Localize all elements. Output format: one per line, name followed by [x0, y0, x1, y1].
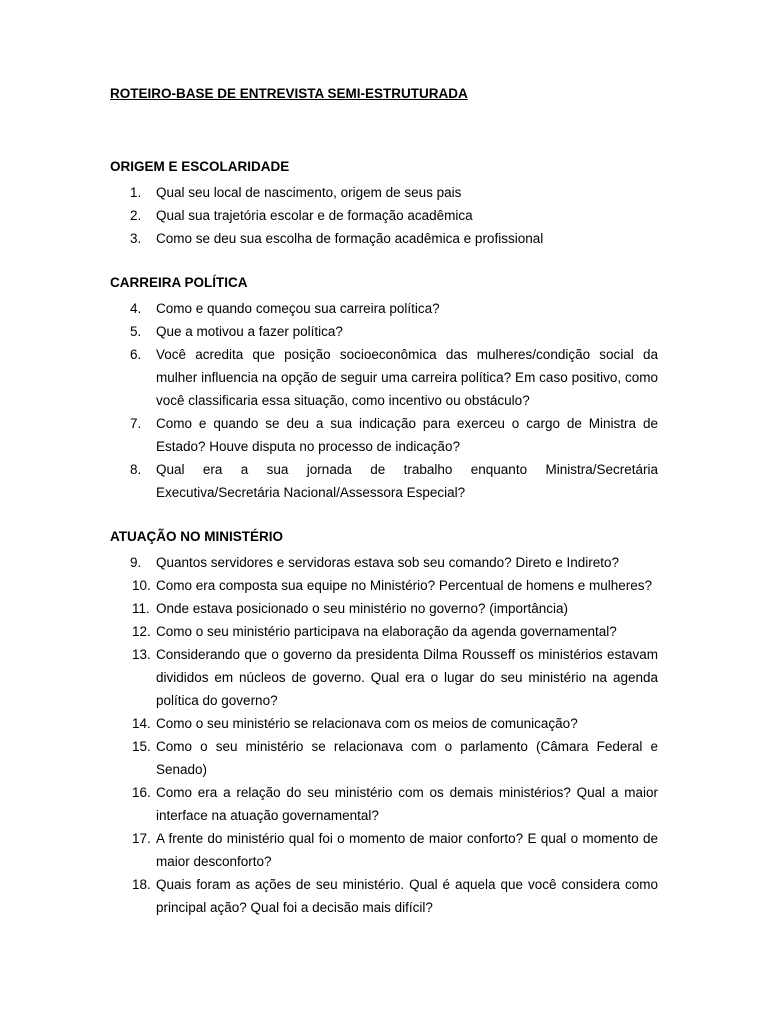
question-item — [110, 781, 658, 827]
question-number: 16. — [132, 785, 151, 800]
question-number: 17. — [132, 831, 151, 846]
section-heading: ORIGEM E ESCOLARIDADE — [110, 159, 290, 174]
question-item — [110, 297, 658, 320]
question-text: Como e quando começou sua carreira política? — [156, 301, 440, 316]
question-item — [110, 343, 658, 412]
question-number: 7. — [130, 416, 142, 431]
question-item — [110, 204, 658, 227]
question-number: 9. — [130, 555, 142, 570]
question-text: Como o seu ministério se relacionava com os meios de comunicação? — [156, 716, 578, 731]
question-list — [110, 551, 658, 919]
question-number: 3. — [130, 231, 142, 246]
question-number: 14. — [132, 716, 151, 731]
question-number: 13. — [132, 647, 151, 662]
question-text: Onde estava posicionado o seu ministério no governo? (importância) — [156, 601, 568, 616]
question-number: 4. — [130, 301, 142, 316]
question-item — [110, 574, 658, 597]
question-item — [110, 643, 658, 712]
question-item — [110, 873, 658, 919]
section-carreira-politica — [110, 273, 658, 504]
question-text: Como era composta sua equipe no Ministério? Percentual de homens e mulheres? — [156, 578, 653, 593]
question-number: 8. — [130, 462, 142, 477]
question-number: 5. — [130, 324, 142, 339]
question-list — [110, 297, 658, 504]
question-item — [110, 227, 658, 250]
question-text: Qual era a sua jornada de trabalho enquanto Ministra/Secretária Executiva/Secretária Nacional/Assessora Especial? — [156, 462, 658, 500]
question-text: Você acredita que posição socioeconômica das mulheres/condição social da mulher influencia na opção de seguir uma carreira política? Em caso positivo, como você classificaria essa situação, como incentivo ou obstáculo? — [156, 347, 658, 408]
question-text: A frente do ministério qual foi o momento de maior conforto? E qual o momento de maior desconforto? — [156, 831, 658, 869]
question-item — [110, 551, 658, 574]
question-text: Quais foram as ações de seu ministério. Qual é aquela que você considera como principal ação? Qual foi a decisão mais difícil? — [156, 877, 658, 915]
question-text: Como era a relação do seu ministério com os demais ministérios? Qual a maior interface na atuação governamental? — [156, 785, 658, 823]
section-atuacao-ministerio — [110, 527, 658, 919]
document-page — [110, 84, 658, 919]
question-number: 10. — [132, 578, 151, 593]
question-item — [110, 620, 658, 643]
question-item — [110, 597, 658, 620]
question-text: Como se deu sua escolha de formação acadêmica e profissional — [156, 231, 544, 246]
question-text: Como o seu ministério participava na elaboração da agenda governamental? — [156, 624, 617, 639]
question-number: 18. — [132, 877, 151, 892]
document-title: ROTEIRO-BASE DE ENTREVISTA SEMI-ESTRUTURADA — [110, 86, 468, 101]
question-number: 15. — [132, 739, 151, 754]
question-item — [110, 412, 658, 458]
question-text: Como o seu ministério se relacionava com o parlamento (Câmara Federal e Senado) — [156, 739, 658, 777]
question-list — [110, 181, 658, 250]
question-item — [110, 181, 658, 204]
question-text: Qual sua trajetória escolar e de formação acadêmica — [156, 208, 473, 223]
question-number: 11. — [132, 601, 150, 616]
question-number: 6. — [130, 347, 142, 362]
question-number: 1. — [130, 185, 142, 200]
question-text: Quantos servidores e servidoras estava sob seu comando? Direto e Indireto? — [156, 555, 620, 570]
question-text: Qual seu local de nascimento, origem de seus pais — [156, 185, 462, 200]
question-item — [110, 735, 658, 781]
section-origem-escolaridade — [110, 157, 658, 250]
question-item — [110, 827, 658, 873]
section-heading: CARREIRA POLÍTICA — [110, 275, 248, 290]
question-item — [110, 458, 658, 504]
question-item — [110, 320, 658, 343]
question-item — [110, 712, 658, 735]
question-text: Que a motivou a fazer política? — [156, 324, 343, 339]
question-text: Como e quando se deu a sua indicação para exerceu o cargo de Ministra de Estado? Houve disputa no processo de indicação? — [156, 416, 658, 454]
question-number: 2. — [130, 208, 142, 223]
question-text: Considerando que o governo da presidenta Dilma Rousseff os ministérios estavam divididos em núcleos de governo. Qual era o lugar do seu ministério na agenda política do governo? — [156, 647, 658, 708]
section-heading: ATUAÇÃO NO MINISTÉRIO — [110, 529, 283, 544]
question-number: 12. — [132, 624, 151, 639]
